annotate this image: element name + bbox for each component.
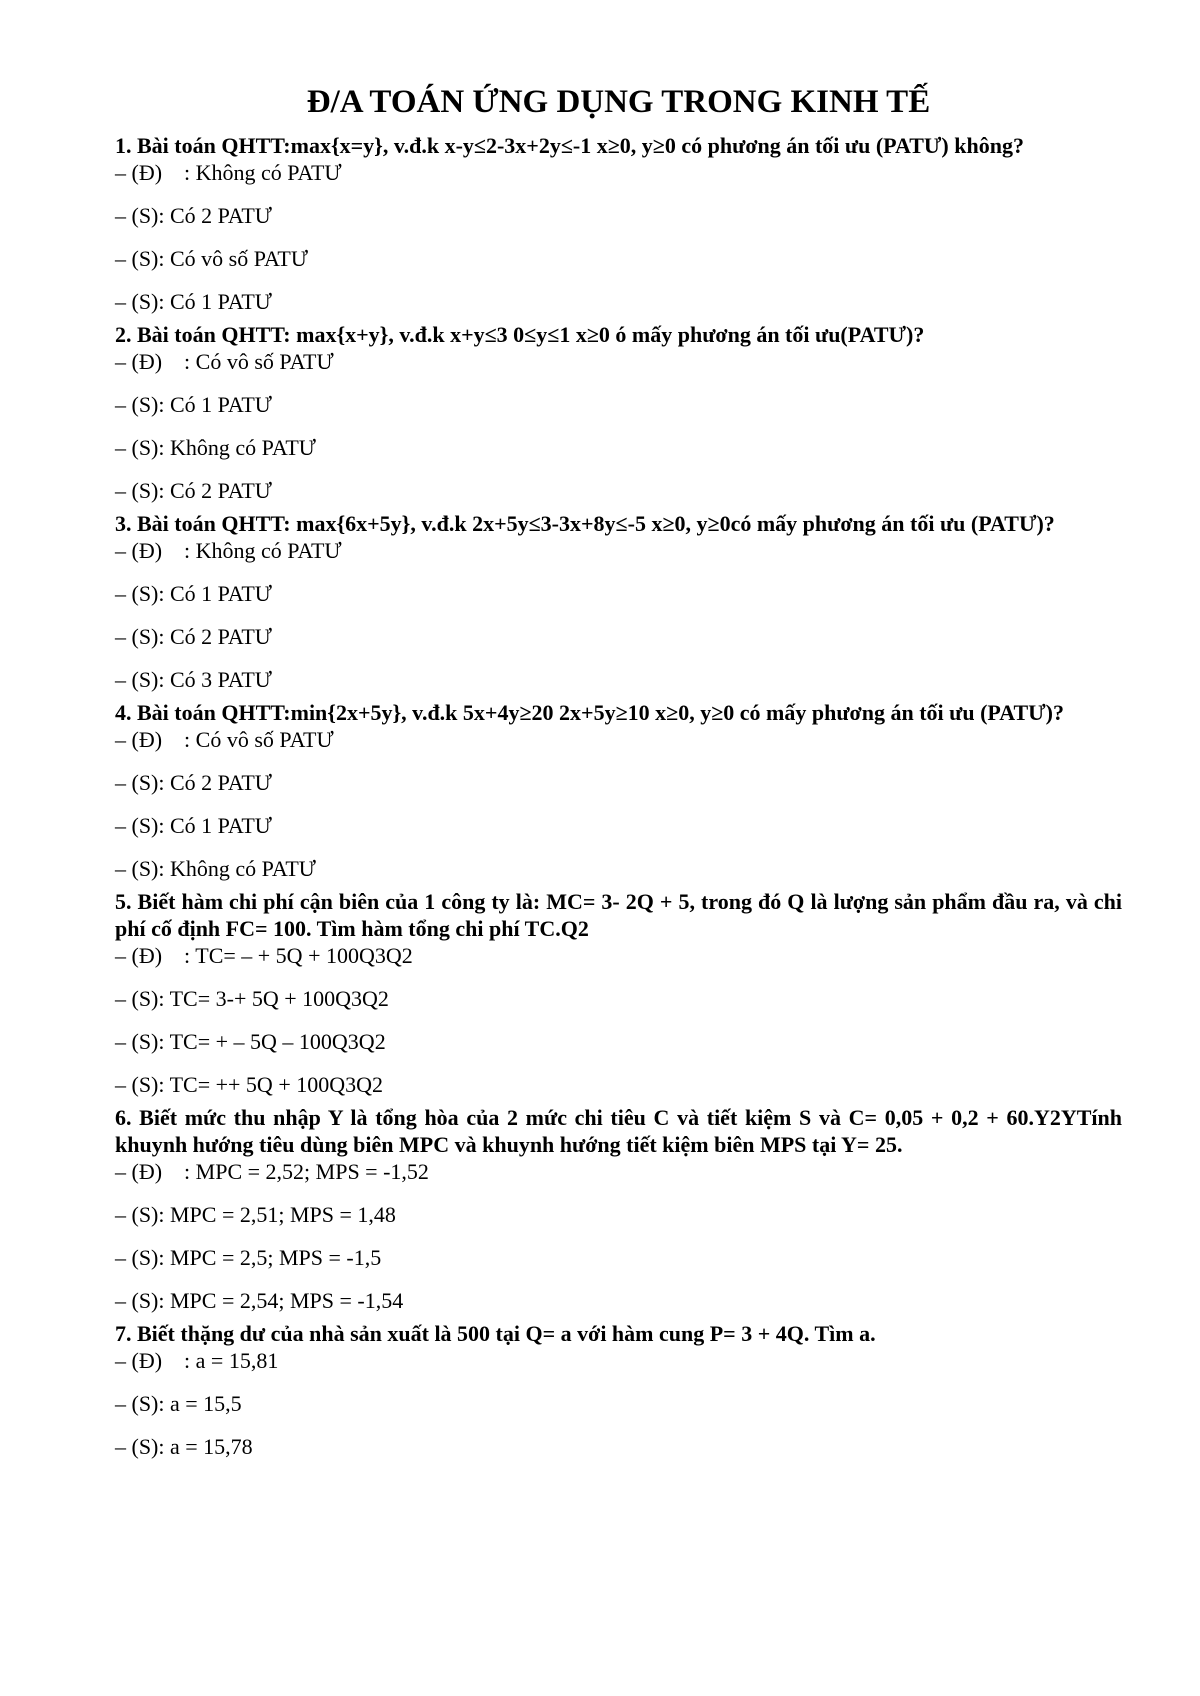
answer-option: – (S): a = 15,5	[115, 1391, 242, 1416]
question-text: 3. Bài toán QHTT: max{6x+5y}, v.đ.k 2x+5y≤3-3x+8y≤-5 x≥0, y≥0có mấy phương án tối ưu (PATƯ)?	[115, 511, 1055, 536]
question-text: 7. Biết thặng dư của nhà sản xuất là 500 tại Q= a với hàm cung P= 3 + 4Q. Tìm a.	[115, 1321, 876, 1346]
answer-option: – (S): Có 2 PATƯ	[115, 203, 272, 228]
document-title: Đ/A TOÁN ỨNG DỤNG TRONG KINH TẾ	[306, 84, 931, 120]
question-7	[115, 1320, 1122, 1460]
answer-option: – (Đ) : Có vô số PATƯ	[115, 349, 334, 374]
answer-option: – (Đ) : MPC = 2,52; MPS = -1,52	[115, 1159, 429, 1184]
answer-option: – (S): Có 2 PATƯ	[115, 770, 272, 795]
answer-option: – (S): TC= 3-+ 5Q + 100Q3Q2	[115, 986, 389, 1011]
answer-option: – (S): Có 1 PATƯ	[115, 813, 272, 838]
answer-option: – (Đ) : Không có PATƯ	[115, 160, 342, 185]
question-3	[115, 510, 1122, 693]
question-text: 1. Bài toán QHTT:max{x=y}, v.đ.k x-y≤2-3x+2y≤-1 x≥0, y≥0 có phương án tối ưu (PATƯ) không?	[115, 133, 1024, 158]
answer-option: – (S): MPC = 2,5; MPS = -1,5	[115, 1245, 382, 1270]
answer-option: – (S): MPC = 2,51; MPS = 1,48	[115, 1202, 396, 1227]
question-text: 6. Biết mức thu nhập Y là tổng hòa của 2 mức chi tiêu C và tiết kiệm S và C= 0,05 + 0,2 + 60.Y2YTính khuynh hướng tiêu dùng biên MPC và khuynh hướng tiết kiệm biên MPS tại Y= 25.	[115, 1105, 1122, 1157]
question-6	[115, 1104, 1122, 1314]
answer-option: – (S): TC= + – 5Q – 100Q3Q2	[115, 1029, 386, 1054]
answer-option: – (Đ) : Có vô số PATƯ	[115, 727, 334, 752]
answer-option: – (S): a = 15,78	[115, 1434, 253, 1459]
question-1	[115, 132, 1122, 315]
question-text: 2. Bài toán QHTT: max{x+y}, v.đ.k x+y≤3 0≤y≤1 x≥0 ó mấy phương án tối ưu(PATƯ)?	[115, 322, 925, 347]
answer-option: – (S): Có 2 PATƯ	[115, 624, 272, 649]
question-text: 5. Biết hàm chi phí cận biên của 1 công ty là: MC= 3- 2Q + 5, trong đó Q là lượng sản phẩm đầu ra, và chi phí cố định FC= 100. Tìm hàm tổng chi phí TC.Q2	[115, 889, 1122, 941]
answer-option: – (S): Không có PATƯ	[115, 856, 316, 881]
answer-option: – (Đ) : TC= – + 5Q + 100Q3Q2	[115, 943, 413, 968]
answer-option: – (S): Có 1 PATƯ	[115, 289, 272, 314]
answer-option: – (S): Có 3 PATƯ	[115, 667, 272, 692]
question-text: 4. Bài toán QHTT:min{2x+5y}, v.đ.k 5x+4y≥20 2x+5y≥10 x≥0, y≥0 có mấy phương án tối ưu (PATƯ)?	[115, 700, 1064, 725]
answer-option: – (S): MPC = 2,54; MPS = -1,54	[115, 1288, 404, 1313]
question-4	[115, 699, 1122, 882]
answer-option: – (S): Có 2 PATƯ	[115, 478, 272, 503]
question-2	[115, 321, 1122, 504]
answer-option: – (S): Không có PATƯ	[115, 435, 316, 460]
question-5	[115, 888, 1122, 1098]
document-page	[115, 82, 1122, 1466]
answer-option: – (Đ) : Không có PATƯ	[115, 538, 342, 563]
answer-option: – (Đ) : a = 15,81	[115, 1348, 279, 1373]
answer-option: – (S): Có 1 PATƯ	[115, 392, 272, 417]
answer-option: – (S): Có vô số PATƯ	[115, 246, 308, 271]
answer-option: – (S): Có 1 PATƯ	[115, 581, 272, 606]
answer-option: – (S): TC= ++ 5Q + 100Q3Q2	[115, 1072, 384, 1097]
